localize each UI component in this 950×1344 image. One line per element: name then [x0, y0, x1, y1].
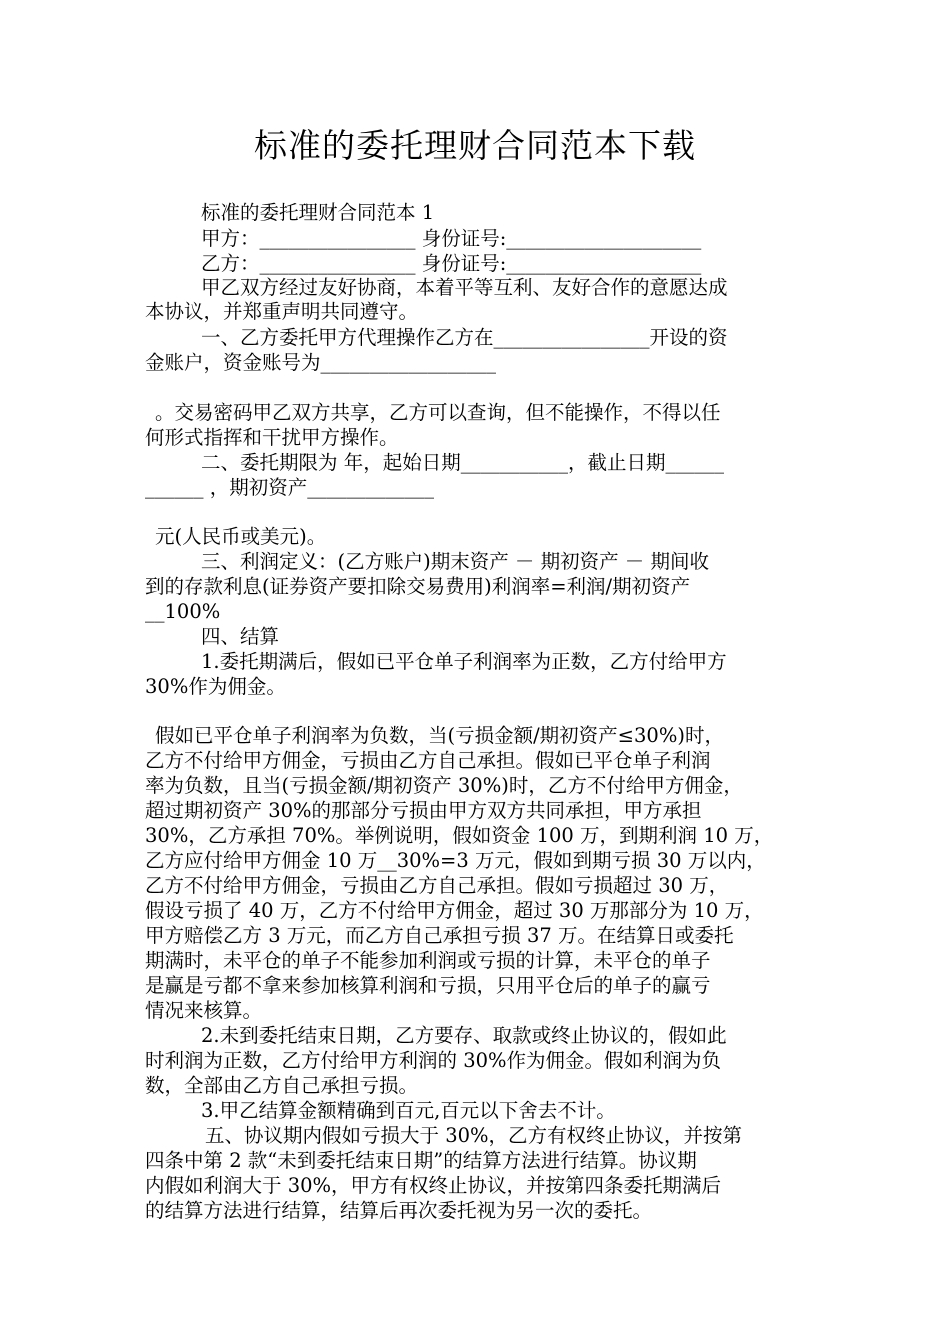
text-line: 3.甲乙结算金额精确到百元,百元以下舍去不计。 — [201, 1099, 616, 1122]
document-title: 标准的委托理财合同范本下载 — [254, 126, 696, 165]
text-line: 1.委托期满后，假如已平仓单子利润率为正数，乙方付给甲方 — [201, 650, 727, 673]
text-line: 一、乙方委托甲方代理操作乙方在________________开设的资 — [201, 326, 728, 349]
text-line: 30%，乙方承担 70%。举例说明，假如资金 100 万，到期利润 10 万， — [145, 824, 774, 847]
text-line: 标准的委托理财合同范本 1 — [201, 201, 435, 224]
text-line: 金账户，资金账号为__________________ — [145, 351, 497, 374]
text-line: 30%作为佣金。 — [145, 675, 286, 698]
text-line: 假如已平仓单子利润率为负数，当(亏损金额/期初资产≤30%)时， — [155, 724, 724, 747]
text-line: 甲方赔偿乙方 3 万元，而乙方自己承担亏损 37 万。在结算日或委托 — [145, 924, 734, 947]
text-line: 乙方不付给甲方佣金，亏损由乙方自己承担。假如亏损超过 30 万， — [145, 874, 729, 897]
text-line: 数，全部由乙方自己承担亏损。 — [145, 1074, 419, 1097]
text-line: __100% — [145, 600, 221, 623]
text-line: 内假如利润大于 30%，甲方有权终止协议，并按第四条委托期满后 — [145, 1174, 722, 1197]
text-line: 情况来核算。 — [145, 999, 263, 1022]
text-line: 元(人民币或美元)。 — [155, 525, 327, 548]
text-line: 五、协议期内假如亏损大于 30%，乙方有权终止协议，并按第 — [205, 1124, 743, 1147]
text-line: ______ ，期初资产_____________ — [145, 476, 434, 499]
text-line: 。交易密码甲乙双方共享，乙方可以查询，但不能操作，不得以任 — [155, 401, 721, 424]
text-line: 四、结算 — [201, 625, 280, 648]
text-line: 是赢是亏都不拿来参加核算利润和亏损，只用平仓后的单子的赢亏 — [145, 974, 711, 997]
text-line: 乙方不付给甲方佣金，亏损由乙方自己承担。假如已平仓单子利润 — [145, 749, 711, 772]
text-line: 超过期初资产 30%的那部分亏损由甲方双方共同承担，甲方承担 — [145, 799, 702, 822]
text-line: 的结算方法进行结算，结算后再次委托视为另一次的委托。 — [145, 1199, 653, 1222]
text-line: 2.未到委托结束日期，乙方要存、取款或终止协议的，假如此 — [201, 1024, 727, 1047]
text-line: 到的存款利息(证券资产要扣除交易费用)利润率=利润/期初资产 — [145, 575, 691, 598]
text-line: 期满时，未平仓的单子不能参加利润或亏损的计算，未平仓的单子 — [145, 949, 711, 972]
text-line: 四条中第 2 款“未到委托结束日期”的结算方法进行结算。协议期 — [145, 1149, 697, 1172]
text-line: 何形式指挥和干扰甲方操作。 — [145, 426, 399, 449]
text-line: 二、委托期限为 年，起始日期___________，截止日期______ — [201, 451, 724, 474]
text-line: 三、利润定义：(乙方账户)期末资产 － 期初资产 － 期间收 — [201, 550, 710, 573]
text-line: 甲乙双方经过友好协商，本着平等互利、友好合作的意愿达成 — [201, 276, 728, 299]
text-line: 乙方：________________ 身份证号:____________________ — [201, 252, 702, 275]
text-line: 本协议，并郑重声明共同遵守。 — [145, 300, 419, 323]
text-line: 乙方应付给甲方佣金 10 万__30%=3 万元，假如到期亏损 30 万以内， — [145, 849, 766, 872]
text-line: 率为负数，且当(亏损金额/期初资产 30%)时，乙方不付给甲方佣金， — [145, 774, 743, 797]
text-line: 假设亏损了 40 万，乙方不付给甲方佣金，超过 30 万那部分为 10 万， — [145, 899, 764, 922]
text-line: 甲方：________________ 身份证号:____________________ — [201, 227, 702, 250]
text-line: 时利润为正数，乙方付给甲方利润的 30%作为佣金。假如利润为负 — [145, 1049, 722, 1072]
